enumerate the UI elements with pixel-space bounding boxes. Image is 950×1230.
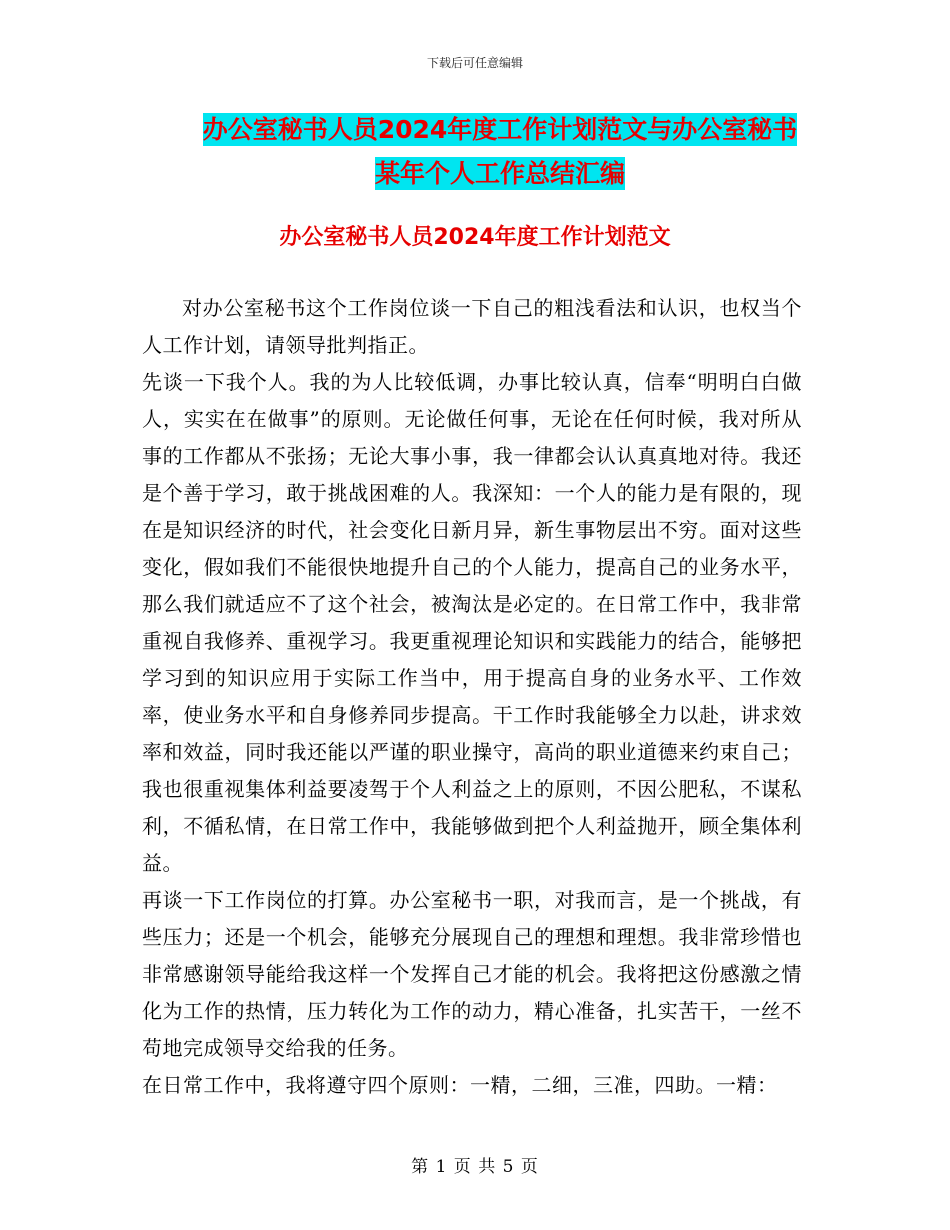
page-header-note: 下载后可任意编辑 [426,56,523,70]
paragraph-intro: 对办公室秘书这个工作岗位谈一下自己的粗浅看法和认识，也权当个人工作计划，请领导批判指正。 [142,296,802,357]
paragraph-plan: 再谈一下工作岗位的打算。办公室秘书一职，对我而言，是一个挑战，有些压力；还是一个机会，能够充分展现自己的理想和理想。我非常珍惜也非常感谢领导能给我这样一个发挥自己才能的机会。我将把这份感激之情化为工作的热情，压力转化为工作的动力，精心准备，扎实苦干，一丝不苟地完成领导交给我的任务。 [142,888,802,1060]
paragraph-personal: 先谈一下我个人。我的为人比较低调，办事比较认真，信奉“明明白白做人，实实在在做事”的原则。无论做任何事，无论在任何时候，我对所从事的工作都从不张扬；无论大事小事，我一律都会认认真真地对待。我还是个善于学习，敢于挑战困难的人。我深知：一个人的能力是有限的，现在是知识经济的时代，社会变化日新月异，新生事物层出不穷。面对这些变化，假如我们不能很快地提升自己的个人能力，提高自己的业务水平，那么我们就适应不了这个社会，被淘汰是必定的。在日常工作中，我非常重视自我修养、重视学习。我更重视理论知识和实践能力的结合，能够把学习到的知识应用于实际工作当中，用于提高自身的业务水平、工作效率，使业务水平和自身修养同步提高。干工作时我能够全力以赴，讲求效率和效益，同时我还能以严谨的职业操守，高尚的职业道德来约束自己；我也很重视集体利益要凌驾于个人利益之上的原则，不因公肥私，不谋私利，不循私情，在日常工作中，我能够做到把个人利益抛开，顾全集体利益。 [142,370,802,875]
page-footer: 第 1 页 共 5 页 [411,1157,539,1177]
main-title-line-1: 办公室秘书人员2024年度工作计划范文与办公室秘书 [202,115,798,144]
document-body [142,290,802,1104]
section-title: 办公室秘书人员2024年度工作计划范文 [279,225,671,250]
main-title-line-2: 某年个人工作总结汇编 [374,159,625,188]
document-main-title [150,108,850,196]
paragraph-principles: 在日常工作中，我将遵守四个原则：一精，二细，三准，四助。一精： [142,1073,778,1097]
